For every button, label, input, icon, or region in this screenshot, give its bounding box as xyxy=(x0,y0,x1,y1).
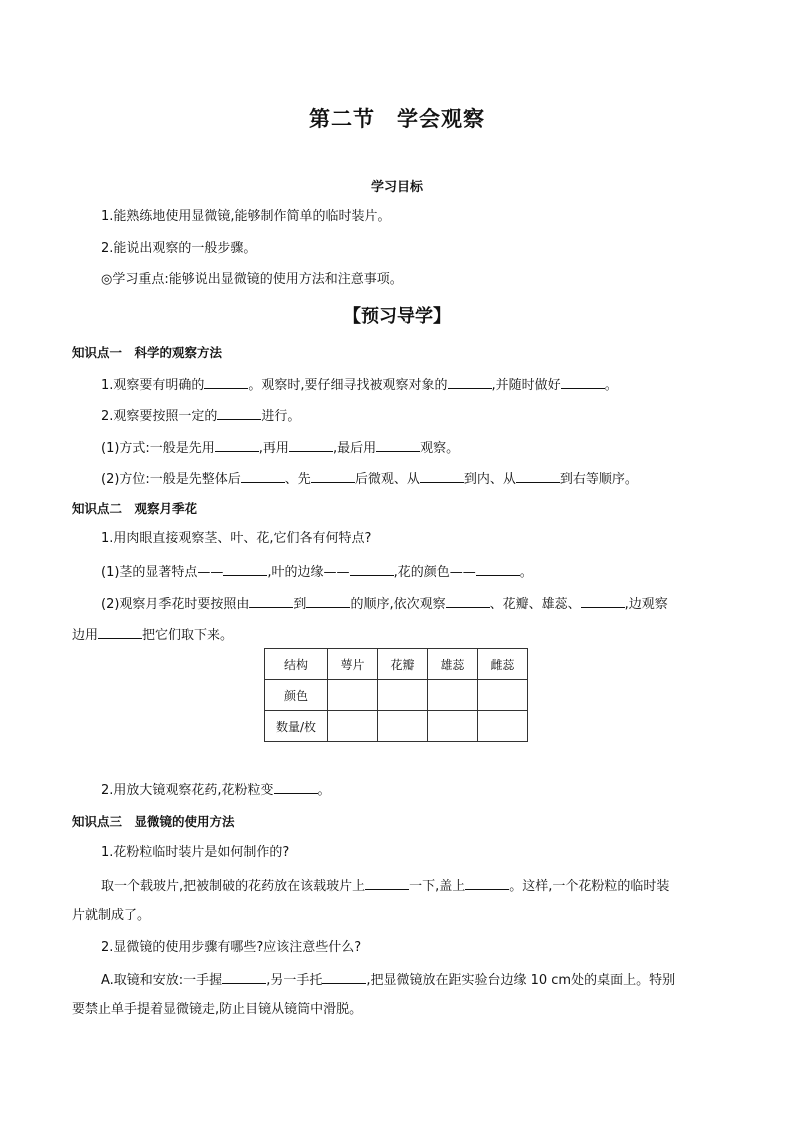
answer-blank[interactable] xyxy=(289,438,333,452)
question-line: 2.显微镜的使用步骤有哪些?应该注意些什么? xyxy=(101,940,362,955)
answer-blank[interactable] xyxy=(241,469,285,483)
answer-blank[interactable] xyxy=(274,780,318,794)
answer-blank[interactable] xyxy=(249,594,293,608)
text: 后微观、从 xyxy=(354,472,420,487)
answer-blank[interactable] xyxy=(448,375,492,389)
table-header-cell: 结构 xyxy=(265,649,328,680)
question-line xyxy=(101,406,300,426)
text: 2.用放大镜观察花药,花粉粒变 xyxy=(101,783,274,798)
text: 到右等顺序。 xyxy=(559,472,638,487)
text: ,再用 xyxy=(258,441,289,456)
table-cell[interactable] xyxy=(478,711,528,742)
text: ,另一手托 xyxy=(266,973,323,988)
section-title-kp1: 知识点一 科学的观察方法 xyxy=(72,345,223,360)
objective-item: 1.能熟练地使用显微镜,能够制作简单的临时装片。 xyxy=(101,209,391,224)
text: ,叶的边缘—— xyxy=(267,565,350,580)
text: ,边观察 xyxy=(624,597,668,612)
text: (2)观察月季花时要按照由 xyxy=(101,597,250,612)
answer-blank[interactable] xyxy=(217,406,261,420)
text: (1)方式:一般是先用 xyxy=(101,441,215,456)
text: 。 xyxy=(604,378,618,393)
question-line xyxy=(101,438,459,458)
text: ,把显微镜放在距实验台边缘 10 cm处的桌面上。特别 xyxy=(366,973,676,988)
table-header-cell: 雄蕊 xyxy=(428,649,478,680)
text: 到内、从 xyxy=(463,472,516,487)
answer-blank[interactable] xyxy=(223,562,267,576)
section-title-kp3: 知识点三 显微镜的使用方法 xyxy=(72,814,235,829)
page-title: 第二节 学会观察 xyxy=(309,107,485,131)
question-line xyxy=(101,780,331,800)
answer-blank[interactable] xyxy=(350,562,394,576)
question-line xyxy=(101,876,669,896)
answer-blank[interactable] xyxy=(215,438,259,452)
text: 到 xyxy=(293,597,307,612)
table-row xyxy=(265,711,528,742)
answer-blank[interactable] xyxy=(322,970,366,984)
answer-blank[interactable] xyxy=(311,469,355,483)
text: 。 xyxy=(317,783,331,798)
answer-blank[interactable] xyxy=(581,594,625,608)
table-cell[interactable] xyxy=(378,680,428,711)
text: 的顺序,依次观察 xyxy=(350,597,446,612)
answer-blank[interactable] xyxy=(476,562,520,576)
answer-blank[interactable] xyxy=(465,876,509,890)
answer-blank[interactable] xyxy=(98,625,142,639)
text: 。这样,一个花粉粒的临时装 xyxy=(509,879,670,894)
answer-blank[interactable] xyxy=(446,594,490,608)
table-cell[interactable] xyxy=(328,680,378,711)
text: 把它们取下来。 xyxy=(142,628,234,643)
text: 、花瓣、雄蕊、 xyxy=(489,597,581,612)
question-line: 1.用肉眼直接观察茎、叶、花,它们各有何特点? xyxy=(101,531,372,546)
question-line xyxy=(101,375,618,395)
preview-heading: 【预习导学】 xyxy=(343,306,451,327)
table-cell[interactable] xyxy=(428,711,478,742)
question-line: 片就制成了。 xyxy=(72,908,151,923)
table-cell[interactable] xyxy=(378,711,428,742)
text: 2.观察要按照一定的 xyxy=(101,409,218,424)
question-line xyxy=(101,562,533,582)
answer-blank[interactable] xyxy=(516,469,560,483)
question-line: 1.花粉粒临时装片是如何制作的? xyxy=(101,845,290,860)
answer-blank[interactable] xyxy=(365,876,409,890)
objectives-heading: 学习目标 xyxy=(370,180,423,195)
text: 一下,盖上 xyxy=(409,879,466,894)
question-line xyxy=(101,469,638,489)
text: 观察。 xyxy=(420,441,460,456)
row-label: 颜色 xyxy=(265,680,328,711)
text: 。 xyxy=(519,565,533,580)
table-header-cell: 花瓣 xyxy=(378,649,428,680)
key-point-note: ◎学习重点:能够说出显微镜的使用方法和注意事项。 xyxy=(101,272,403,287)
text: A.取镜和安放:一手握 xyxy=(101,973,223,988)
text: ,花的颜色—— xyxy=(393,565,476,580)
question-line: 要禁止单手提着显微镜走,防止目镜从镜筒中滑脱。 xyxy=(72,1002,363,1017)
text: 边用 xyxy=(72,628,99,643)
text: (2)方位:一般是先整体后 xyxy=(101,472,241,487)
answer-blank[interactable] xyxy=(376,438,420,452)
answer-blank[interactable] xyxy=(420,469,464,483)
answer-blank[interactable] xyxy=(204,375,248,389)
answer-blank[interactable] xyxy=(222,970,266,984)
text: (1)茎的显著特点—— xyxy=(101,565,224,580)
text: 、先 xyxy=(284,472,311,487)
text: ,并随时做好 xyxy=(491,378,561,393)
text: 。观察时,要仔细寻找被观察对象的 xyxy=(248,378,448,393)
text: 1.观察要有明确的 xyxy=(101,378,205,393)
question-line xyxy=(72,625,233,645)
table-header-cell: 萼片 xyxy=(328,649,378,680)
answer-blank[interactable] xyxy=(561,375,605,389)
text: 取一个载玻片,把被制破的花药放在该载玻片上 xyxy=(101,879,366,894)
table-cell[interactable] xyxy=(428,680,478,711)
text: ,最后用 xyxy=(332,441,377,456)
text: 进行。 xyxy=(261,409,301,424)
observation-table xyxy=(264,648,528,742)
table-row xyxy=(265,680,528,711)
table-header-row xyxy=(265,649,528,680)
question-line xyxy=(101,970,675,990)
row-label: 数量/枚 xyxy=(265,711,328,742)
question-line xyxy=(101,594,668,614)
answer-blank[interactable] xyxy=(306,594,350,608)
table-cell[interactable] xyxy=(478,680,528,711)
table-header-cell: 雌蕊 xyxy=(478,649,528,680)
objective-item: 2.能说出观察的一般步骤。 xyxy=(101,241,257,256)
table-cell[interactable] xyxy=(328,711,378,742)
section-title-kp2: 知识点二 观察月季花 xyxy=(72,501,198,516)
